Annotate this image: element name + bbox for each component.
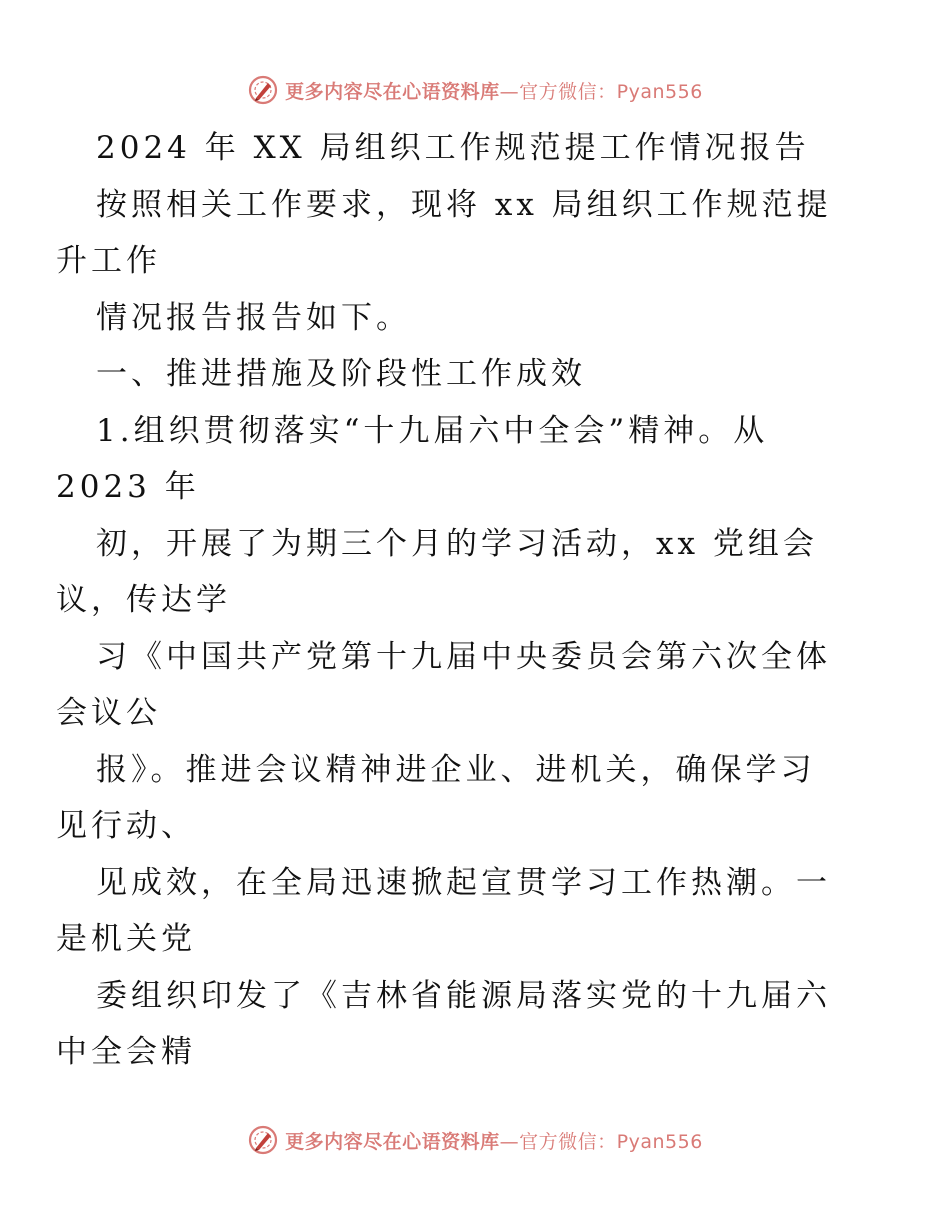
brand-text: 更多内容尽在心语资料库: [285, 1130, 500, 1153]
paragraph-line: 报》。推进会议精神进企业、进机关，确保学习: [96, 751, 816, 788]
paragraph-line: 情况报告报告如下。: [96, 299, 411, 336]
separator: —: [499, 80, 520, 103]
paragraph-line: 议，传达学: [56, 582, 231, 618]
contact-text: 官方微信：Pyan556: [519, 1130, 703, 1153]
paragraph-line: 1.组织贯彻落实“十九届六中全会”精神。从: [96, 412, 769, 449]
paragraph-line: 初，开展了为期三个月的学习活动，xx 党组会: [96, 525, 818, 562]
paragraph-line: 2023 年: [56, 469, 200, 505]
paragraph-line: 会议公: [56, 695, 161, 731]
paragraph-line: 委组织印发了《吉林省能源局落实党的十九届六: [96, 977, 831, 1014]
contact-text: 官方微信：Pyan556: [519, 80, 703, 103]
paragraph-line: 中全会精: [56, 1034, 196, 1070]
section-heading: 一、推进措施及阶段性工作成效: [96, 356, 586, 392]
paragraph-line: 是机关党: [56, 921, 196, 957]
separator: —: [499, 1130, 520, 1153]
pen-seal-icon: [247, 74, 279, 106]
paragraph-line: 升工作: [56, 243, 161, 279]
header-watermark: [0, 70, 950, 110]
paragraph-line: 见行动、: [56, 808, 196, 844]
brand-text: 更多内容尽在心语资料库: [285, 80, 500, 103]
paragraph-line: 按照相关工作要求，现将 xx 局组织工作规范提: [96, 186, 832, 223]
footer-watermark: [0, 1120, 950, 1160]
document-title: 2024 年 XX 局组织工作规范提工作情况报告: [96, 130, 810, 166]
paragraph-line: 习《中国共产党第十九届中央委员会第六次全体: [96, 638, 831, 675]
pen-seal-icon: [247, 1124, 279, 1156]
document-body: [56, 120, 866, 1081]
paragraph-line: 见成效，在全局迅速掀起宣贯学习工作热潮。一: [96, 864, 831, 901]
